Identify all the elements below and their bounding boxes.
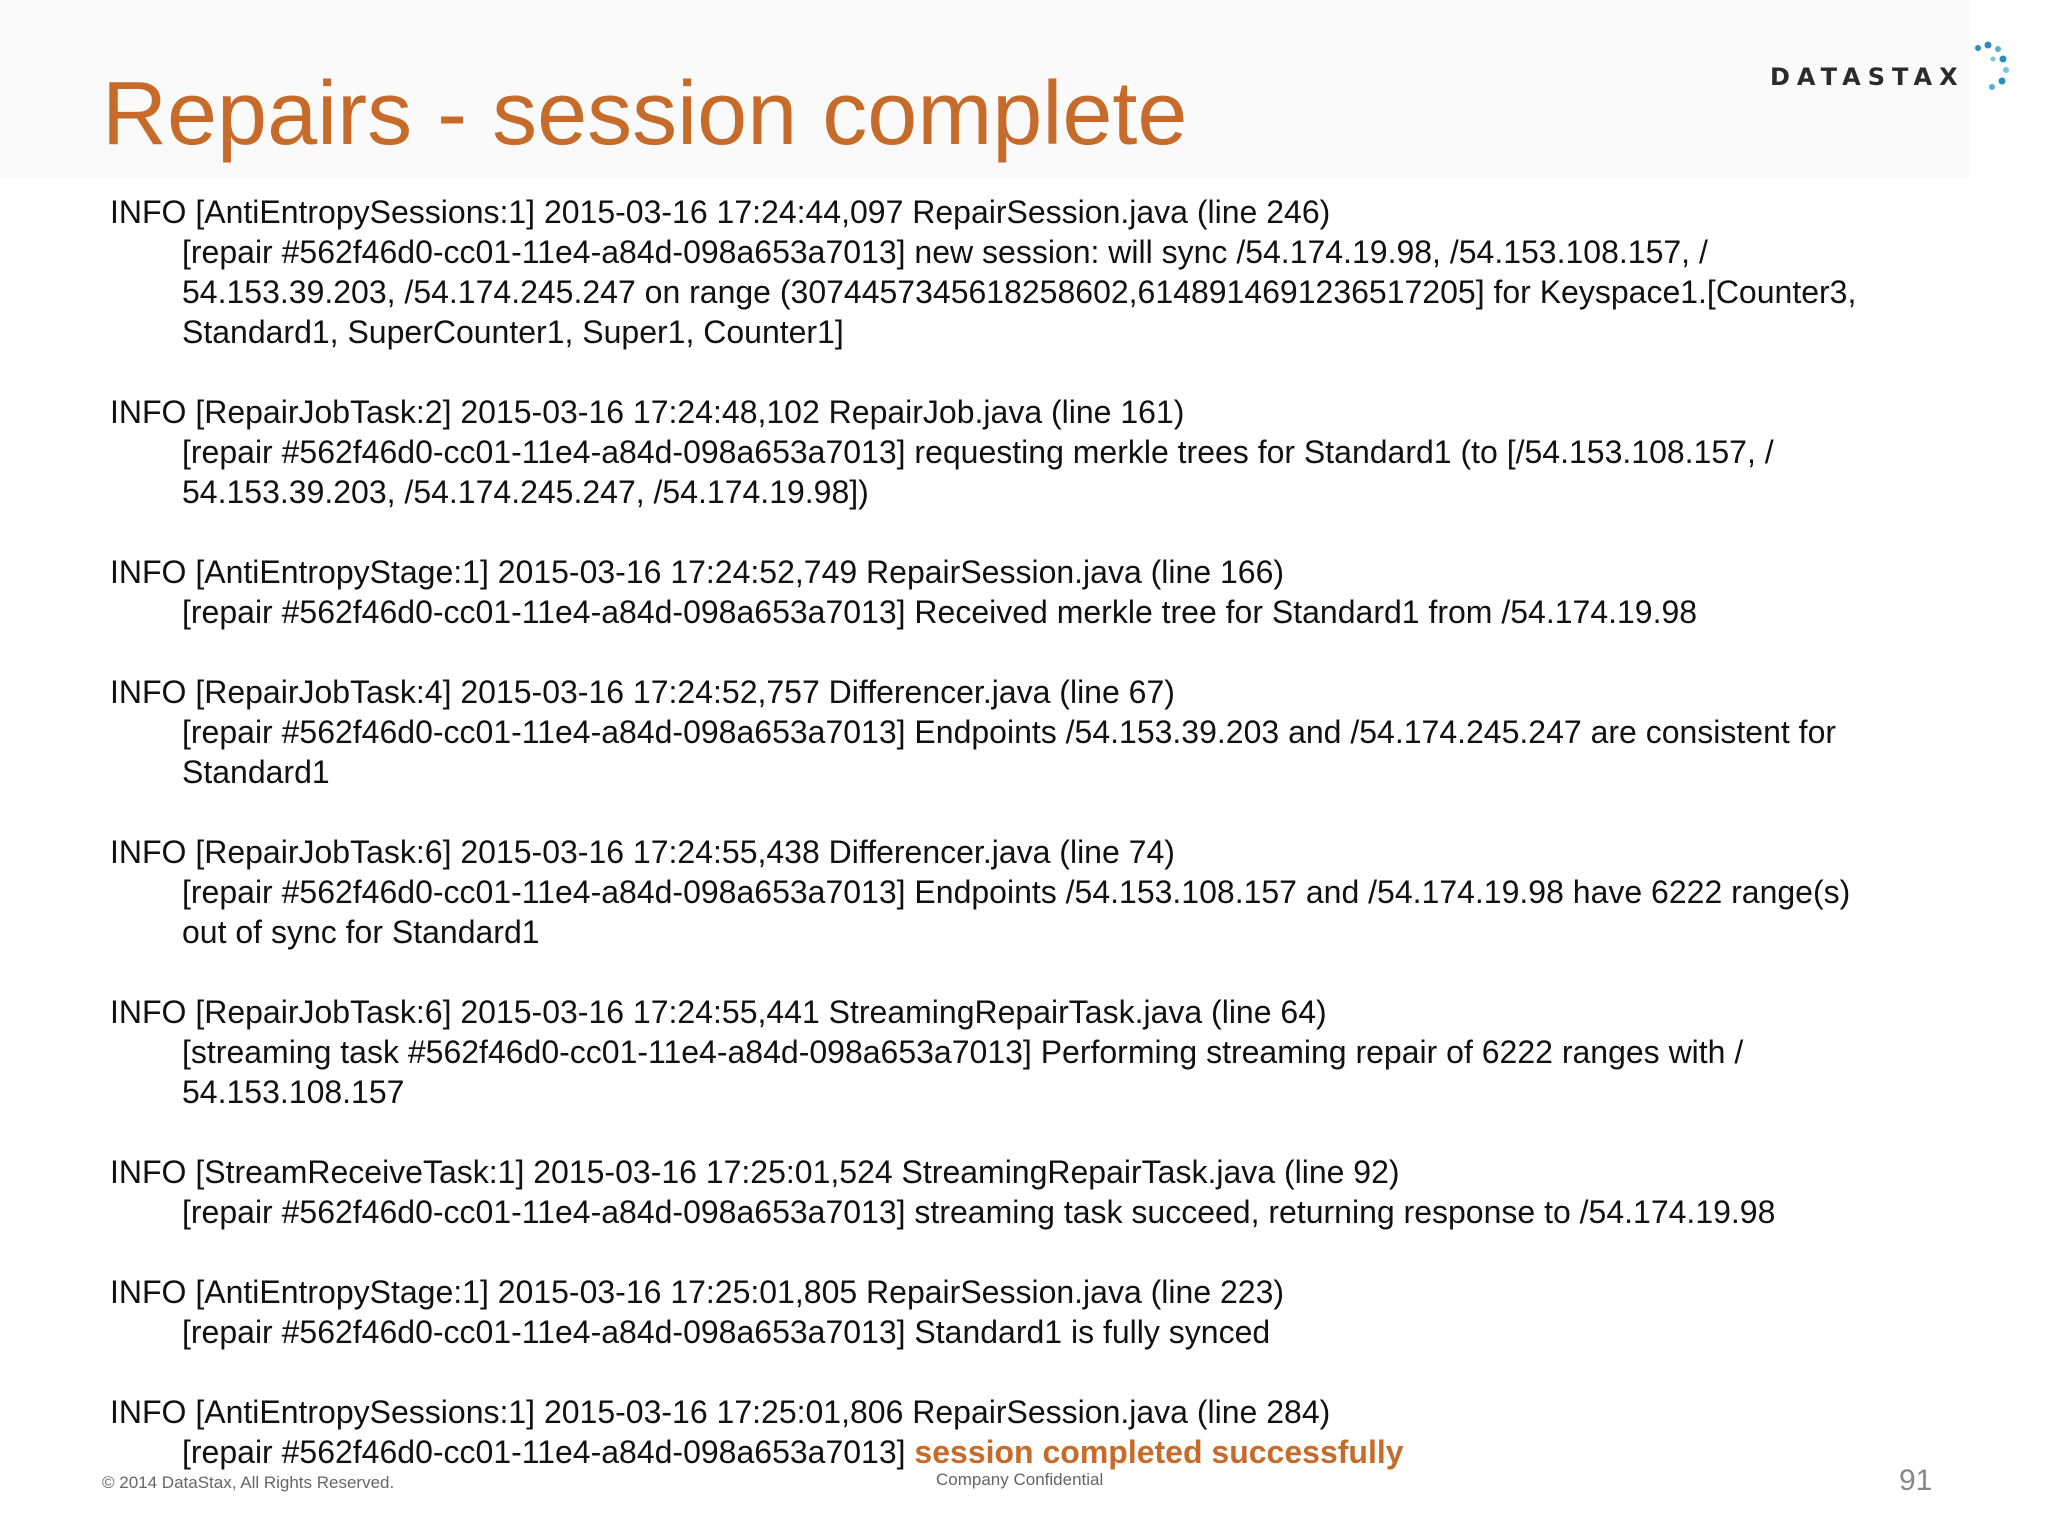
session-complete-highlight: session completed successfully bbox=[914, 1434, 1404, 1470]
log-message-line: Standard1 bbox=[182, 754, 330, 790]
log-message-prefix: [repair #562f46d0-cc01-11e4-a84d-098a653a7013] bbox=[182, 1434, 915, 1470]
log-message-line: Standard1, SuperCounter1, Super1, Counter1] bbox=[182, 314, 844, 350]
log-entry-message bbox=[110, 872, 1990, 952]
log-entries bbox=[110, 192, 1990, 1352]
log-message-line: [repair #562f46d0-cc01-11e4-a84d-098a653a7013] Endpoints /54.153.39.203 and /54.174.245.247 are consistent for bbox=[182, 714, 1837, 750]
log-entry-header: INFO [AntiEntropyStage:1] 2015-03-16 17:25:01,805 RepairSession.java (line 223) bbox=[110, 1274, 1285, 1310]
log-message-line: [repair #562f46d0-cc01-11e4-a84d-098a653a7013] new session: will sync /54.174.19.98, /54.153.108.157, / bbox=[182, 234, 1708, 270]
log-entry-header: INFO [AntiEntropySessions:1] 2015-03-16 17:24:44,097 RepairSession.java (line 246) bbox=[110, 194, 1331, 230]
log-entry bbox=[110, 192, 1990, 352]
log-entry-message bbox=[110, 1432, 1990, 1472]
log-entry-header: INFO [StreamReceiveTask:1] 2015-03-16 17:25:01,524 StreamingRepairTask.java (line 92) bbox=[110, 1154, 1400, 1190]
log-entry-message bbox=[110, 712, 1990, 792]
log-entry-header: INFO [AntiEntropySessions:1] 2015-03-16 17:25:01,806 RepairSession.java (line 284) bbox=[110, 1394, 1331, 1430]
log-entry-message bbox=[110, 1032, 1990, 1112]
logo-dots-icon bbox=[1968, 40, 2010, 92]
log-message-line: [repair #562f46d0-cc01-11e4-a84d-098a653a7013] requesting merkle trees for Standard1 (to [/54.153.108.157, / bbox=[182, 434, 1774, 470]
log-entry-final bbox=[110, 1392, 1990, 1472]
log-entry bbox=[110, 392, 1990, 512]
logo-wordmark: DATASTAX bbox=[1770, 63, 1965, 91]
log-message-line: [repair #562f46d0-cc01-11e4-a84d-098a653a7013] Received merkle tree for Standard1 from /54.174.19.98 bbox=[182, 594, 1698, 630]
log-entry bbox=[110, 1152, 1990, 1232]
log-message-line: [streaming task #562f46d0-cc01-11e4-a84d-098a653a7013] Performing streaming repair of 6222 ranges with / bbox=[182, 1034, 1744, 1070]
log-message-line: 54.153.39.203, /54.174.245.247 on range (3074457345618258602,6148914691236517205] for Keyspace1.[Counter3, bbox=[182, 274, 1857, 310]
footer-copyright: © 2014 DataStax, All Rights Reserved. bbox=[102, 1473, 395, 1492]
log-entry-message bbox=[110, 1192, 1990, 1232]
log-message-line: [repair #562f46d0-cc01-11e4-a84d-098a653a7013] streaming task succeed, returning response to /54.174.19.98 bbox=[182, 1194, 1776, 1230]
log-message-line: [repair #562f46d0-cc01-11e4-a84d-098a653a7013] Standard1 is fully synced bbox=[182, 1314, 1271, 1350]
log-entry-message bbox=[110, 232, 1990, 352]
log-entry-header: INFO [RepairJobTask:4] 2015-03-16 17:24:52,757 Differencer.java (line 67) bbox=[110, 674, 1175, 710]
footer-confidential: Company Confidential bbox=[936, 1470, 1104, 1489]
log-entry bbox=[110, 1272, 1990, 1352]
slide-title: Repairs - session complete bbox=[102, 64, 1188, 164]
log-message-line: 54.153.39.203, /54.174.245.247, /54.174.19.98]) bbox=[182, 474, 869, 510]
log-entry-message bbox=[110, 592, 1990, 632]
log-entry-header: INFO [RepairJobTask:6] 2015-03-16 17:24:55,441 StreamingRepairTask.java (line 64) bbox=[110, 994, 1327, 1030]
log-output bbox=[110, 192, 1990, 1512]
datastax-logo bbox=[1770, 40, 2010, 92]
log-message-line: out of sync for Standard1 bbox=[182, 914, 540, 950]
log-entry bbox=[110, 832, 1990, 952]
log-entry bbox=[110, 992, 1990, 1112]
log-entry-header: INFO [AntiEntropyStage:1] 2015-03-16 17:24:52,749 RepairSession.java (line 166) bbox=[110, 554, 1285, 590]
page-number: 91 bbox=[1899, 1464, 1933, 1497]
log-entry bbox=[110, 672, 1990, 792]
log-message-line: [repair #562f46d0-cc01-11e4-a84d-098a653a7013] Endpoints /54.153.108.157 and /54.174.19.98 have 6222 range(s) bbox=[182, 874, 1851, 910]
log-entry bbox=[110, 552, 1990, 632]
log-entry-message bbox=[110, 1312, 1990, 1352]
log-message-line: 54.153.108.157 bbox=[182, 1074, 405, 1110]
log-entry-header: INFO [RepairJobTask:2] 2015-03-16 17:24:48,102 RepairJob.java (line 161) bbox=[110, 394, 1185, 430]
log-entry-message bbox=[110, 432, 1990, 512]
log-entry-header: INFO [RepairJobTask:6] 2015-03-16 17:24:55,438 Differencer.java (line 74) bbox=[110, 834, 1175, 870]
